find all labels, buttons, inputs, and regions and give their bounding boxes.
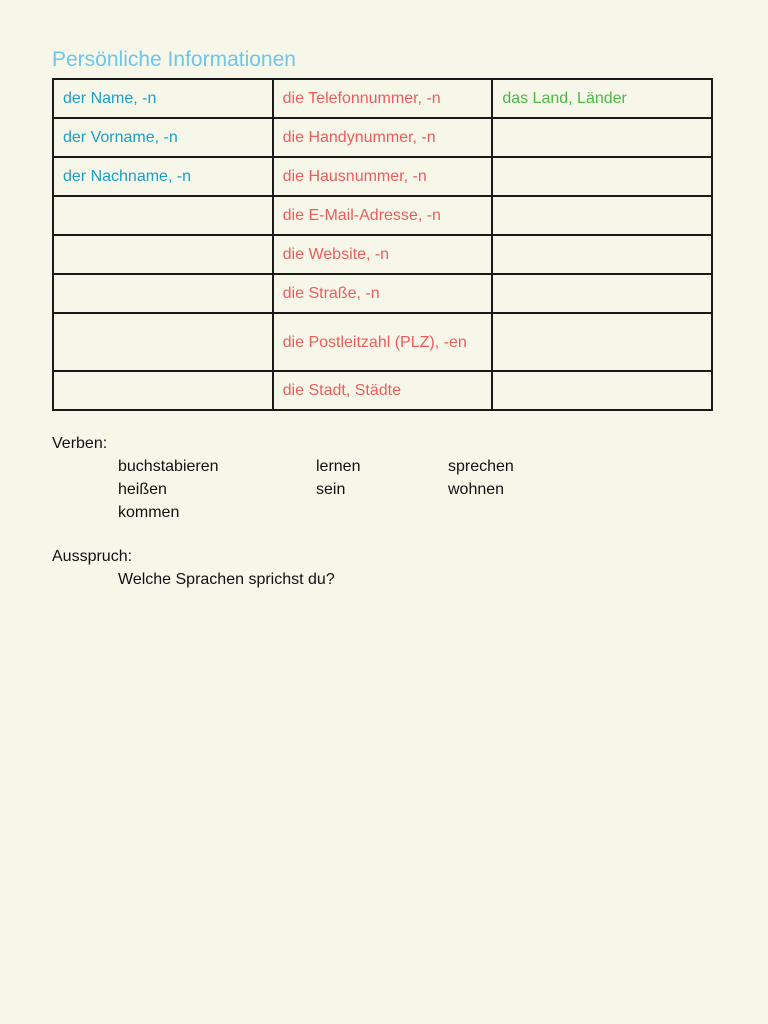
table-cell [53, 235, 273, 274]
table-cell: die E-Mail-Adresse, -n [273, 196, 493, 235]
table-cell: die Website, -n [273, 235, 493, 274]
vocabulary-table [52, 78, 713, 411]
verb-item: sein [316, 481, 346, 498]
table-cell: das Land, Länder [492, 79, 712, 118]
table-cell: der Vorname, -n [53, 118, 273, 157]
table-cell: die Straße, -n [273, 274, 493, 313]
table-cell: die Postleitzahl (PLZ), -en [273, 313, 493, 371]
table-cell [53, 196, 273, 235]
table-row [53, 235, 712, 274]
table-row [53, 371, 712, 410]
table-cell [492, 274, 712, 313]
table-row [53, 313, 712, 371]
table-cell: die Handynummer, -n [273, 118, 493, 157]
table-cell [492, 196, 712, 235]
table-cell: der Nachname, -n [53, 157, 273, 196]
table-cell: der Name, -n [53, 79, 273, 118]
page-title: Persönliche Informationen [52, 48, 296, 71]
verb-item: lernen [316, 458, 361, 475]
verbs-heading: Verben: [52, 435, 108, 452]
verb-item: heißen [118, 481, 167, 498]
table-cell: die Hausnummer, -n [273, 157, 493, 196]
table-cell [492, 235, 712, 274]
verb-item: sprechen [448, 458, 514, 475]
table-row [53, 79, 712, 118]
table-row [53, 274, 712, 313]
verb-item: kommen [118, 504, 180, 521]
table-cell: die Stadt, Städte [273, 371, 493, 410]
table-cell [492, 157, 712, 196]
table-cell [492, 118, 712, 157]
table-row [53, 196, 712, 235]
table-cell [53, 313, 273, 371]
saying-text: Welche Sprachen sprichst du? [118, 571, 335, 588]
table-cell [53, 274, 273, 313]
table-cell: die Telefonnummer, -n [273, 79, 493, 118]
table-row [53, 118, 712, 157]
saying-heading: Ausspruch: [52, 548, 133, 565]
table-cell [53, 371, 273, 410]
verb-item: buchstabieren [118, 458, 219, 475]
table-cell [492, 313, 712, 371]
table-row [53, 157, 712, 196]
verb-item: wohnen [448, 481, 505, 498]
table-cell [492, 371, 712, 410]
